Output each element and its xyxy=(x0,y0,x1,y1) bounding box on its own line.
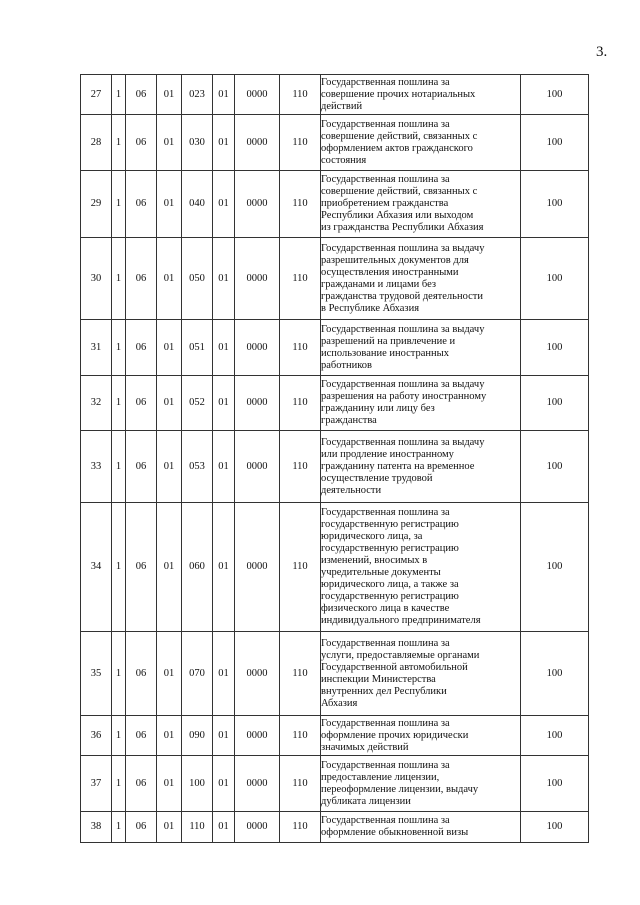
code-cell-c2: 06 xyxy=(126,756,157,812)
code-cell-c7: 110 xyxy=(280,115,321,171)
description-line: Государственная пошлина за xyxy=(321,815,450,826)
description-line: Государственная пошлина за xyxy=(321,507,450,518)
description-cell xyxy=(321,115,521,171)
description-cell xyxy=(321,238,521,320)
code-cell-c4: 110 xyxy=(182,812,213,843)
description-line: гражданами и лицами без xyxy=(321,278,437,290)
code-cell-c2: 06 xyxy=(126,320,157,376)
code-cell-c5: 01 xyxy=(213,632,235,716)
description-line: совершение действий, связанных с xyxy=(321,130,478,142)
code-cell-c5: 01 xyxy=(213,320,235,376)
code-cell-c1: 1 xyxy=(112,320,126,376)
code-cell-c4: 023 xyxy=(182,75,213,115)
description-line: состояния xyxy=(321,154,367,166)
code-cell-c4: 050 xyxy=(182,238,213,320)
amount-cell: 100 xyxy=(521,756,589,812)
description-line: индивидуального предпринимателя xyxy=(321,615,481,626)
code-cell-c5: 01 xyxy=(213,503,235,632)
code-cell-c5: 01 xyxy=(213,115,235,171)
description-line: юридического лица, за xyxy=(321,531,423,542)
row-number-cell: 33 xyxy=(81,431,112,503)
code-cell-c3: 01 xyxy=(157,431,182,503)
description-cell xyxy=(321,812,521,843)
row-number-cell: 32 xyxy=(81,376,112,431)
table-row xyxy=(81,320,589,376)
code-cell-c4: 051 xyxy=(182,320,213,376)
code-cell-c4: 030 xyxy=(182,115,213,171)
description-line: значимых действий xyxy=(321,741,409,753)
row-number-cell: 35 xyxy=(81,632,112,716)
amount-cell: 100 xyxy=(521,716,589,756)
description-line: Государственная пошлина за xyxy=(321,174,450,185)
code-cell-c7: 110 xyxy=(280,716,321,756)
row-number-cell: 34 xyxy=(81,503,112,632)
code-cell-c7: 110 xyxy=(280,632,321,716)
description-line: гражданства трудовой деятельности xyxy=(321,290,483,302)
description-line: Государственной автомобильной xyxy=(321,661,468,673)
code-cell-c3: 01 xyxy=(157,756,182,812)
description-line: государственную регистрацию xyxy=(321,519,459,530)
row-number-cell: 30 xyxy=(81,238,112,320)
code-cell-c4: 053 xyxy=(182,431,213,503)
description-cell xyxy=(321,756,521,812)
code-cell-c1: 1 xyxy=(112,376,126,431)
code-cell-c4: 070 xyxy=(182,632,213,716)
table-row xyxy=(81,812,589,843)
row-number-cell: 36 xyxy=(81,716,112,756)
code-cell-c6: 0000 xyxy=(235,431,280,503)
description-line: внутренних дел Республики xyxy=(321,685,447,697)
code-cell-c4: 060 xyxy=(182,503,213,632)
description-cell xyxy=(321,320,521,376)
description-line: Государственная пошлина за выдачу xyxy=(321,323,485,335)
description-cell xyxy=(321,75,521,115)
code-cell-c5: 01 xyxy=(213,238,235,320)
table-row xyxy=(81,75,589,115)
description-line: государственную регистрацию xyxy=(321,543,459,554)
description-line: гражданину или лицу без xyxy=(321,403,435,414)
description-line: совершение прочих нотариальных xyxy=(321,88,476,100)
description-line: физического лица в качестве xyxy=(321,603,450,614)
code-cell-c5: 01 xyxy=(213,171,235,238)
description-line: гражданства xyxy=(321,415,377,426)
code-cell-c7: 110 xyxy=(280,238,321,320)
code-cell-c7: 110 xyxy=(280,171,321,238)
description-line: действий xyxy=(321,100,363,112)
code-cell-c2: 06 xyxy=(126,503,157,632)
description-line: услуги, предоставляемые органами xyxy=(321,649,480,661)
description-line: Государственная пошлина за выдачу xyxy=(321,242,485,254)
code-cell-c6: 0000 xyxy=(235,75,280,115)
code-cell-c2: 06 xyxy=(126,632,157,716)
description-line: из гражданства Республики Абхазия xyxy=(321,222,484,233)
code-cell-c7: 110 xyxy=(280,503,321,632)
description-line: осуществления иностранными xyxy=(321,266,459,278)
code-cell-c3: 01 xyxy=(157,171,182,238)
code-cell-c6: 0000 xyxy=(235,376,280,431)
code-cell-c7: 110 xyxy=(280,75,321,115)
row-number-cell: 38 xyxy=(81,812,112,843)
code-cell-c2: 06 xyxy=(126,75,157,115)
row-number-cell: 27 xyxy=(81,75,112,115)
row-number-cell: 29 xyxy=(81,171,112,238)
code-cell-c4: 090 xyxy=(182,716,213,756)
code-cell-c3: 01 xyxy=(157,75,182,115)
description-line: оформлением актов гражданского xyxy=(321,142,473,154)
description-cell xyxy=(321,431,521,503)
description-line: в Республике Абхазия xyxy=(321,302,420,314)
code-cell-c2: 06 xyxy=(126,238,157,320)
amount-cell: 100 xyxy=(521,431,589,503)
description-line: осуществление трудовой xyxy=(321,472,433,484)
code-cell-c5: 01 xyxy=(213,716,235,756)
description-line: разрешения на работу иностранному xyxy=(321,391,487,402)
code-cell-c3: 01 xyxy=(157,503,182,632)
description-line: Государственная пошлина за выдачу xyxy=(321,436,485,448)
description-cell xyxy=(321,376,521,431)
description-line: Государственная пошлина за xyxy=(321,759,450,771)
table-row xyxy=(81,632,589,716)
code-cell-c7: 110 xyxy=(280,812,321,843)
code-cell-c2: 06 xyxy=(126,812,157,843)
code-cell-c1: 1 xyxy=(112,716,126,756)
code-cell-c2: 06 xyxy=(126,376,157,431)
description-line: гражданину патента на временное xyxy=(321,460,475,472)
code-cell-c5: 01 xyxy=(213,376,235,431)
description-cell xyxy=(321,503,521,632)
amount-cell: 100 xyxy=(521,115,589,171)
code-cell-c2: 06 xyxy=(126,716,157,756)
code-cell-c3: 01 xyxy=(157,238,182,320)
code-cell-c2: 06 xyxy=(126,171,157,238)
code-cell-c7: 110 xyxy=(280,376,321,431)
code-cell-c5: 01 xyxy=(213,75,235,115)
code-cell-c1: 1 xyxy=(112,115,126,171)
code-cell-c1: 1 xyxy=(112,75,126,115)
code-cell-c1: 1 xyxy=(112,632,126,716)
description-line: разрешений на привлечение и xyxy=(321,335,456,347)
code-cell-c3: 01 xyxy=(157,716,182,756)
page-number: 3. xyxy=(596,44,608,60)
code-cell-c1: 1 xyxy=(112,756,126,812)
code-cell-c1: 1 xyxy=(112,171,126,238)
code-cell-c2: 06 xyxy=(126,431,157,503)
table-row xyxy=(81,756,589,812)
description-cell xyxy=(321,171,521,238)
code-cell-c4: 052 xyxy=(182,376,213,431)
description-line: Государственная пошлина за xyxy=(321,118,450,130)
code-cell-c6: 0000 xyxy=(235,320,280,376)
description-line: учредительные документы xyxy=(321,567,441,578)
code-cell-c6: 0000 xyxy=(235,171,280,238)
code-cell-c4: 100 xyxy=(182,756,213,812)
table-row xyxy=(81,716,589,756)
code-cell-c6: 0000 xyxy=(235,115,280,171)
description-line: разрешительных документов для xyxy=(321,254,469,266)
description-line: дубликата лицензии xyxy=(321,795,411,807)
table-row xyxy=(81,115,589,171)
code-cell-c1: 1 xyxy=(112,431,126,503)
table-row xyxy=(81,376,589,431)
table-row xyxy=(81,431,589,503)
description-line: переоформление лицензии, выдачу xyxy=(321,783,479,795)
description-line: Абхазия xyxy=(321,697,358,709)
description-line: деятельности xyxy=(321,484,382,496)
description-line: Государственная пошлина за выдачу xyxy=(321,379,485,390)
code-cell-c6: 0000 xyxy=(235,632,280,716)
code-cell-c3: 01 xyxy=(157,320,182,376)
amount-cell: 100 xyxy=(521,376,589,431)
code-cell-c7: 110 xyxy=(280,320,321,376)
code-cell-c6: 0000 xyxy=(235,812,280,843)
code-cell-c6: 0000 xyxy=(235,716,280,756)
fees-table xyxy=(80,74,589,843)
description-line: изменений, вносимых в xyxy=(321,555,428,566)
code-cell-c6: 0000 xyxy=(235,756,280,812)
description-line: совершение действий, связанных с xyxy=(321,186,478,197)
row-number-cell: 37 xyxy=(81,756,112,812)
description-line: Государственная пошлина за xyxy=(321,717,450,729)
amount-cell: 100 xyxy=(521,632,589,716)
table-row xyxy=(81,171,589,238)
table-row xyxy=(81,503,589,632)
description-line: инспекции Министерства xyxy=(321,673,436,685)
description-cell xyxy=(321,632,521,716)
row-number-cell: 28 xyxy=(81,115,112,171)
description-line: или продление иностранному xyxy=(321,448,454,460)
amount-cell: 100 xyxy=(521,503,589,632)
description-cell xyxy=(321,716,521,756)
code-cell-c2: 06 xyxy=(126,115,157,171)
table-row xyxy=(81,238,589,320)
description-line: Государственная пошлина за xyxy=(321,637,450,649)
description-line: государственную регистрацию xyxy=(321,591,459,602)
code-cell-c1: 1 xyxy=(112,503,126,632)
code-cell-c7: 110 xyxy=(280,756,321,812)
code-cell-c5: 01 xyxy=(213,812,235,843)
description-line: юридического лица, а также за xyxy=(321,579,459,590)
code-cell-c4: 040 xyxy=(182,171,213,238)
code-cell-c3: 01 xyxy=(157,812,182,843)
amount-cell: 100 xyxy=(521,171,589,238)
description-line: Республики Абхазия или выходом xyxy=(321,210,474,221)
code-cell-c3: 01 xyxy=(157,632,182,716)
code-cell-c1: 1 xyxy=(112,238,126,320)
code-cell-c3: 01 xyxy=(157,115,182,171)
amount-cell: 100 xyxy=(521,238,589,320)
code-cell-c5: 01 xyxy=(213,756,235,812)
amount-cell: 100 xyxy=(521,75,589,115)
amount-cell: 100 xyxy=(521,320,589,376)
description-line: оформление обыкновенной визы xyxy=(321,827,469,838)
description-line: Государственная пошлина за xyxy=(321,76,450,88)
code-cell-c7: 110 xyxy=(280,431,321,503)
code-cell-c6: 0000 xyxy=(235,503,280,632)
description-line: оформление прочих юридически xyxy=(321,729,469,741)
code-cell-c1: 1 xyxy=(112,812,126,843)
description-line: использование иностранных xyxy=(321,347,449,359)
description-line: предоставление лицензии, xyxy=(321,771,440,783)
code-cell-c3: 01 xyxy=(157,376,182,431)
code-cell-c6: 0000 xyxy=(235,238,280,320)
description-line: приобретением гражданства xyxy=(321,198,449,209)
row-number-cell: 31 xyxy=(81,320,112,376)
description-line: работников xyxy=(321,359,372,371)
code-cell-c5: 01 xyxy=(213,431,235,503)
amount-cell: 100 xyxy=(521,812,589,843)
